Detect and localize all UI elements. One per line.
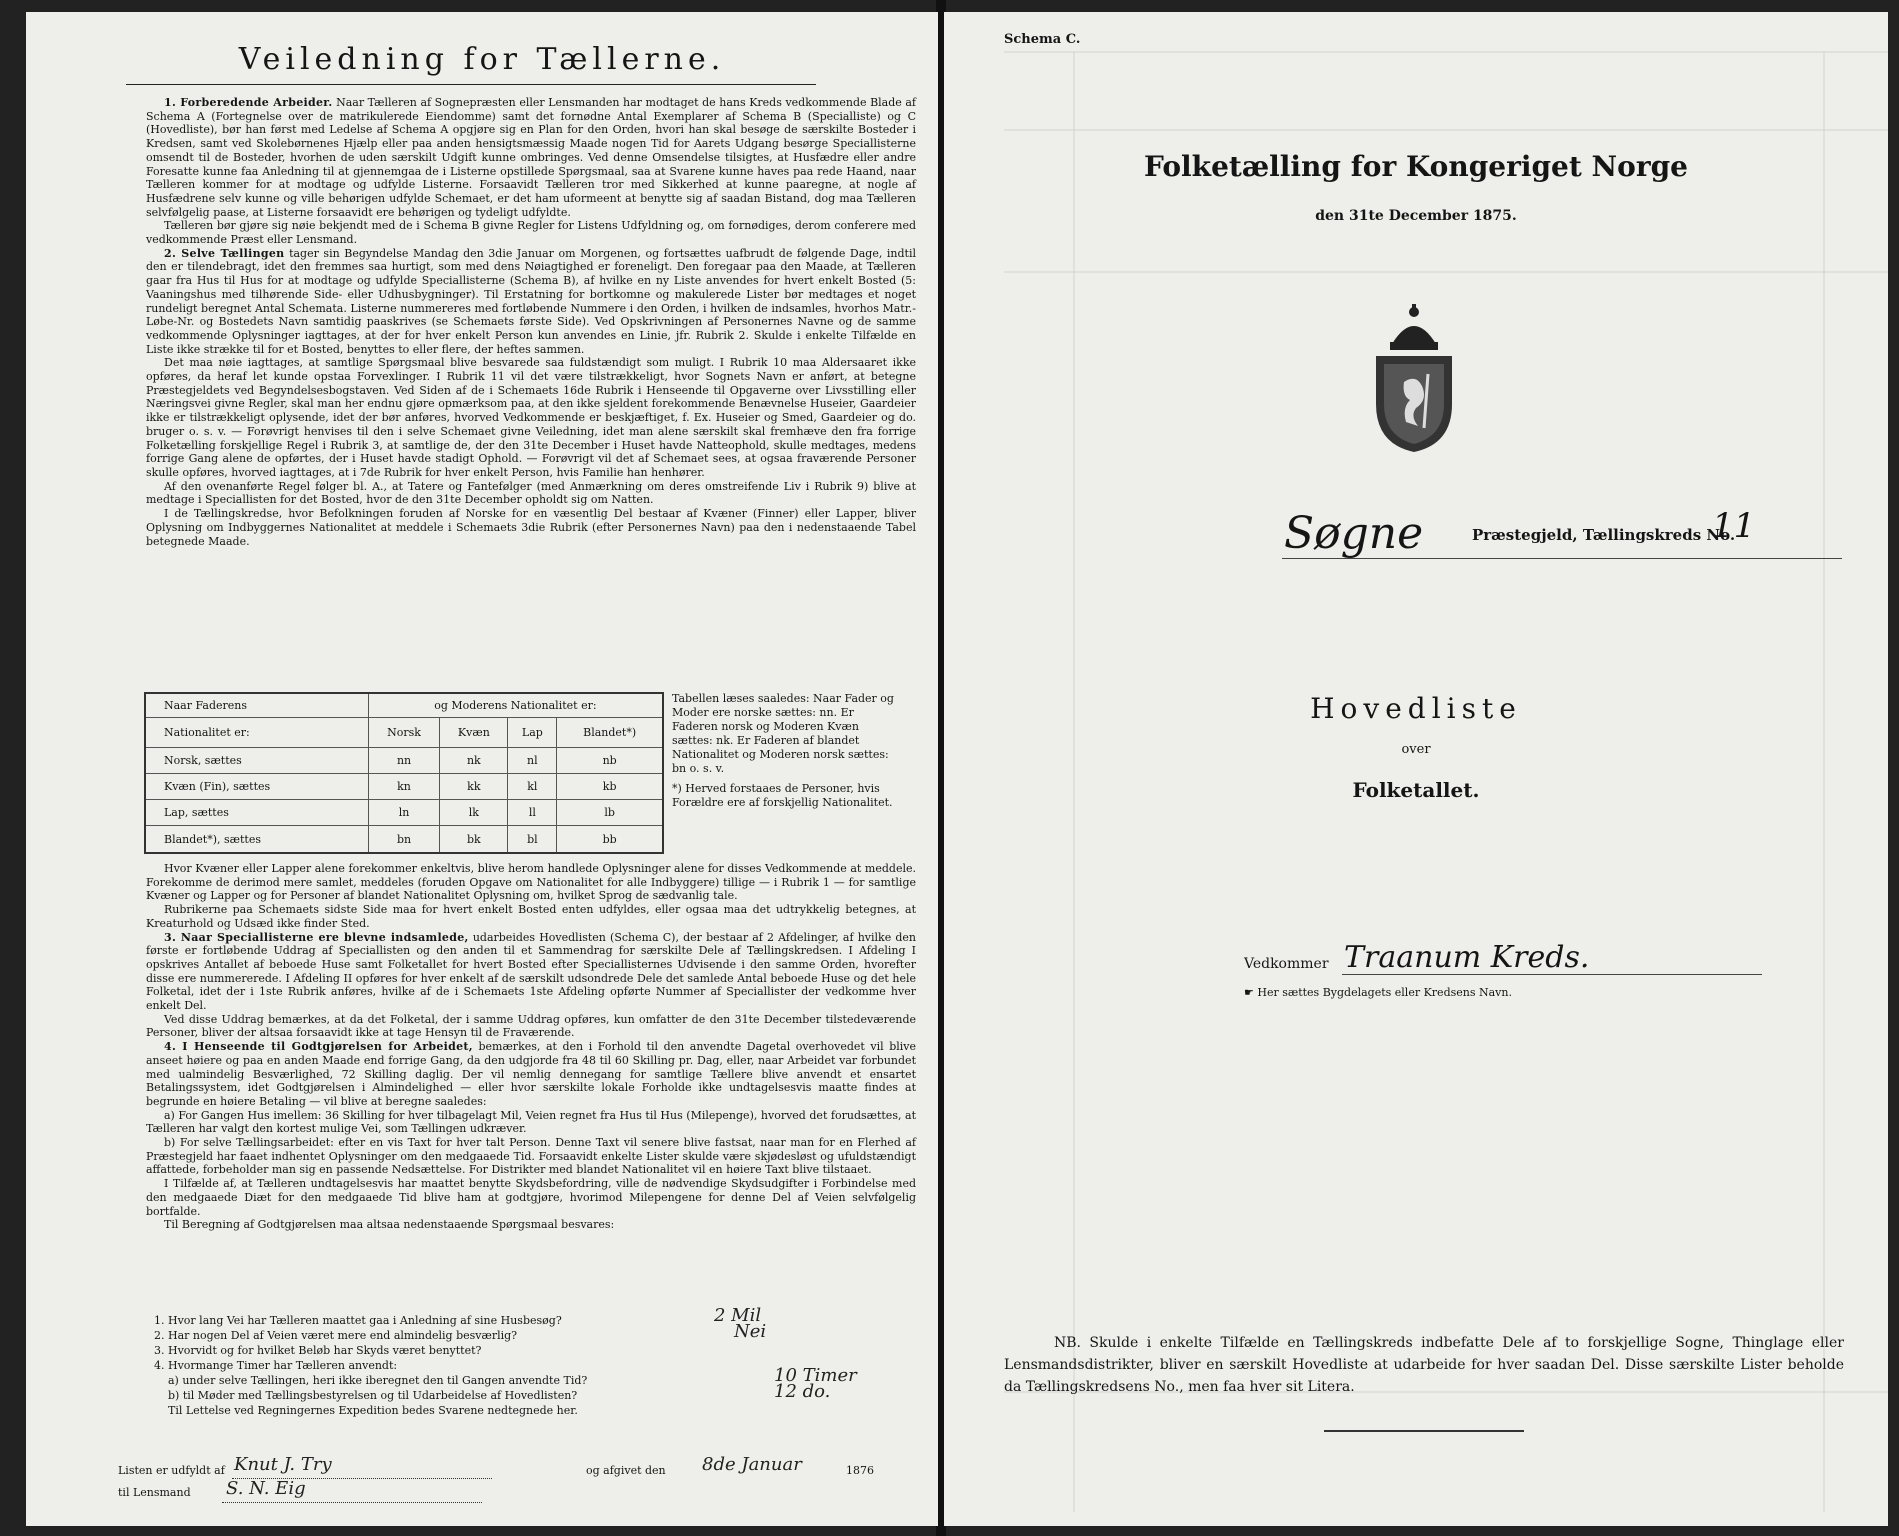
kreds-name-hint: ☛ Her sættes Bygdelagets eller Kredsens Navn.: [1244, 986, 1512, 999]
question-row: [154, 1321, 914, 1344]
row-label: Norsk, sættes: [145, 747, 368, 773]
table-cell: kk: [440, 773, 508, 799]
question-row: [154, 1305, 914, 1329]
question-text: 2. Har nogen Del af Veien været mere end almindelig besværlig?: [154, 1329, 518, 1342]
vedkommer-label: Vedkommer: [1244, 956, 1329, 972]
section-text: Naar Tælleren af Sognepræsten eller Lensmanden har modtaget de hans Kreds vedkommende Blade af Schema A (Fortegnelse over de matrikulerede Eiendomme) samt det fornødne Antal Exemplarer af Schema B (Specialliste) og C (Hovedliste), bør han først med Ledelse af Schema A opgjøre sig en Plan for den Orden, hvori han skal besøge de særskilte Bosteder i Kredsen, samt ved Skolebørnenes Hjælp eller paa anden hensigtsmæssig Maade nogen Tid for Aarets Udgang besørge Speciallisterne omsendt til de Bosteder, hvorhen de uden særskilt Udgift kunne ombringes. Ved denne Omsendelse tilsigtes, at Husfædre eller andre Foresatte kunne faa Anledning til at gjennemgaa de i Listerne opstillede Spørgsmaal, saa at Svarene kunne haves paa rede Haand, naar Tælleren kommer for at modtage og udfylde Listerne. Forsaavidt Tælleren tror med Sikkerhed at kunne paaregne, at nogle af Husfædrene selv kunne og ville behørigen udfylde Schemaet, er det ham uformeent at benytte sig af saadan Bistand, dog maa Tælleren selvfølgelig paase, at Listerne forsaavidt ere behørigen og tydeligt udfyldte.: [146, 96, 916, 219]
table-row: [145, 800, 663, 826]
handwritten-answer: 2 Mil: [714, 1305, 762, 1326]
section-text: bemærkes, at den i Forhold til den anvendte Dagetal overhovedet vil blive anseet høiere og paa en anden Maade end forrige Gang, da den udgjorde fra 48 til 60 Skilling pr. Dag, eller, naar Arbeidet var forbundet med ualmindelig Besværlighed, 72 Skilling daglig. Der vil nemlig dennegang for samtlige Tællere blive anvendt et ensartet Betalingssystem, idet Godtgjørelsen i Almindelighed — eller hvor særskilte lokale Forholde ikke undtagelsesvis maatte findes at begrunde en høiere Betaling — vil blive at beregne saaledes:: [146, 1040, 916, 1108]
table-header: og Moderens Nationalitet er:: [368, 693, 663, 717]
section-text: Hvor Kvæner eller Lapper alene forekommer enkeltvis, blive herom handlede Oplysninger alene for disses Vedkommende at meddele. Forekomme de derimod mere samlet, meddeles (foruden Opgave om Nationalitet for alle Indbyggere) tillige — i Rubrik 1 — for samtlige Kvæner og Lapper og for Personer af blandet Nationalitet Oplysning om, hvilket Sprog de sædvanlig tale.: [146, 862, 916, 903]
til-value: S. N. Eig: [226, 1478, 306, 1499]
table-col-header: Lap: [508, 717, 557, 747]
afgivet-label: og afgivet den: [586, 1464, 666, 1477]
left-page: [26, 12, 938, 1526]
handwritten-answer: Nei: [734, 1321, 767, 1342]
vedkommer-value: Traanum Kreds.: [1344, 940, 1590, 975]
row-label: Kvæn (Fin), sættes: [145, 773, 368, 799]
kreds-number: 11: [1712, 506, 1756, 546]
table-row: [145, 747, 663, 773]
nationality-table: [144, 692, 664, 854]
table-row: [145, 826, 663, 853]
section-heading: 4. I Henseende til Godtgjørelsen for Arbeidet,: [164, 1040, 473, 1054]
section-text: Af den ovenanførte Regel følger bl. A., at Tatere og Fantefølger (med Anmærkning om deres omstreifende Liv i Rubrik 9) blive at medtage i Speciallisten for det Bosted, hvor de den 31te December opholdt sig om Natten.: [146, 479, 916, 507]
table-row: [145, 773, 663, 799]
table-cell: bn: [368, 826, 440, 853]
dotted-line: [1342, 974, 1762, 975]
census-title: Folketælling for Kongeriget Norge: [1144, 150, 1688, 183]
over-label: over: [1401, 742, 1431, 757]
table-footnote: *) Herved forstaaes de Personer, hvis Forældre ere af forskjellig Nationalitet.: [672, 782, 893, 809]
handwritten-answer: 12 do.: [774, 1381, 831, 1402]
table-cell: bb: [557, 826, 663, 853]
section-text: tager sin Begyndelse Mandag den 3die Januar om Morgenen, og fortsættes uafbrudt de følgende Dage, indtil den er tilendebragt, idet den fremmes saa hurtigt, som med dens Nøiagtighed er foreneligt. Den foregaar paa den Maade, at Tælleren gaar fra Hus til Hus for at modtage og udfylde Speciallisterne (Schema B), af hvilke en ny Liste anvendes for hvert enkelt Bosted (5: Vaaningshus med tilhørende Side- eller Udhusbygninger). Til Erstatning for bortkomne og makulerede Lister bør medtages et noget rundeligt beregnet Antal Schemata. Listerne nummereres med fortløbende Nummere i den Orden, i hvilken de indsamles, hvorhos Matr.-Løbe-Nr. og Bostedets Navn samtidig paaskrives (se Schemaets første Side). Ved Opskrivningen af Personernes Navne og de samme vedkommende Oplysninger iagttages, at der for hver enkelt Person kun anvendes en Linie, jfr. Rubrik 2. Skulde i enkelte Tilfælde en Liste ikke strække til for et Bosted, benyttes to eller flere, der heftes sammen.: [146, 246, 916, 356]
section-heading: 1. Forberedende Arbeider.: [164, 96, 333, 109]
table-cell: ll: [508, 800, 557, 826]
year: 1876: [846, 1464, 874, 1477]
closing-text: Til Lettelse ved Regningernes Expedition bedes Svarene nedtegnede her.: [168, 1404, 578, 1417]
listen-value: Knut J. Try: [234, 1454, 332, 1475]
table-col-header: Kvæn: [440, 717, 508, 747]
census-date: den 31te December 1875.: [1315, 208, 1517, 224]
table-cell: nb: [557, 747, 663, 773]
question-text: a) under selve Tællingen, heri ikke iberegnet den til Gangen anvendte Tid?: [168, 1374, 588, 1387]
table-header: Naar Faderens: [145, 693, 368, 717]
schema-label: Schema C.: [1004, 32, 1081, 47]
til-label: til Lensmand: [118, 1486, 191, 1499]
question-text: 4. Hvormange Timer har Tælleren anvendt:: [154, 1359, 398, 1372]
table-cell: lb: [557, 800, 663, 826]
table-cell: lk: [440, 800, 508, 826]
table-cell: nn: [368, 747, 440, 773]
table-note: [672, 692, 900, 810]
question-row: [154, 1381, 914, 1404]
page-title: Veiledning for Tællerne.: [238, 42, 726, 77]
folketallet-label: Folketallet.: [1352, 778, 1480, 802]
section-text: udarbeides Hovedlisten (Schema C), der bestaar af 2 Afdelinger, af hvilke den første er fortløbende Uddrag af Speciallisten og den anden til et Sammendrag for særskilte Dele af Tællingskredsen. I Afdeling I opskrives Antallet af beboede Huse samt Folketallet for hvert Bosted efter Speciallisternes Udvisende i den samme Orden, hvorefter disse ere nummererede. I Afdeling II opføres for hver enkelt af de særskilt udsondrede Dele det samlede Antal beboede Huse og det hele Folketal, idet der i 1ste Rubrik anføres, hvilke af de i Schemaets 1ste Afdeling opførte Nummer af Speciallister der vedkomme hver enkelt Del.: [146, 930, 917, 1013]
section-text: I de Tællingskredse, hvor Befolkningen foruden af Norske for en væsentlig Del bestaar af Kvæner (Finner) eller Lapper, bliver Oplysning om Indbyggernes Nationalitet at meddele i Schemaets 3die Rubrik (efter Personernes Navn) paa den i nedenstaaende Tabel betegnede Maade.: [146, 507, 916, 548]
question-text: b) til Møder med Tællingsbestyrelsen og til Udarbeidelse af Hovedlisten?: [168, 1389, 578, 1402]
section-text: I Tilfælde af, at Tælleren undtagelsesvis har maattet benytte Skydsbefordring, ville de nødvendige Skydsudgifter i Forbindelse med den medgaaede Diæt for den medgaaede Tid blive ham at godtgjøre, hvorimod Milepengene for denne Del af Veien selvfølgelig bortfalde.: [146, 1177, 916, 1218]
section-text: a) For Gangen Hus imellem: 36 Skilling for hver tilbagelagt Mil, Veien regnet fra Hus til Hus (Milepenge), hvorved det forudsættes, at Tælleren har valgt den kortest mulige Vei, som Tællingen udkræver.: [146, 1108, 916, 1136]
section-text: Tælleren bør gjøre sig nøie bekjendt med de i Schema B givne Regler for Listens Udfyldning og, om fornødiges, derom conferere med vedkommende Præst eller Lensmand.: [146, 219, 916, 247]
closing-rule: [1324, 1430, 1524, 1432]
section-text: Det maa nøie iagttages, at samtlige Spørgsmaal blive besvarede saa fuldstændigt som muligt. I Rubrik 10 maa Aldersaaret ikke opføres, da heraf let kunde opstaa Forvexlinger. I Rubrik 11 vil det være tilstrækkeligt, hvor Sognets Navn er anført, at betegne Præstegjeldets ved Begyndelsesbogstaven. Ved Siden af de i Schemaets 16de Rubrik i Henseende til Opgaverne over Livsstilling eller Næringsvei givne Regler, skal man her endnu gjøre opmærksom paa, at den ikke sjeldent forekommende Benævnelse Huseier, Gaardeier ikke er tilstrækkeligt oplysende, idet der bør anføres, hvorved Vedkommende er beskjæftiget, f. Ex. Huseier og Smed, Gaardeier og do. bruger o. s. v. — Forøvrigt henvises til den i selve Schemaet givne Veiledning, idet man alene særskilt skal fremhæve den fra forrige Folketælling forskjellige Regel i Rubrik 3, at samtlige de, der den 31te December i Huset havde Natteophold, skulle medtages, medens forrige Gang alene de opførtes, der i Huset havde stadigt Ophold. — Forøvrigt vil det af Schemaet sees, at ogsaa fraværende Personer skulle opføres, hvorved iagttages, at i 7de Rubrik for hver enkelt Person, hvis Familie han henhører.: [146, 356, 916, 479]
table-col-header: Norsk: [368, 717, 440, 747]
section-heading: 2. Selve Tællingen: [164, 246, 285, 260]
table-cell: kl: [508, 773, 557, 799]
title-rule: [126, 84, 816, 85]
section-text: Ved disse Uddrag bemærkes, at da det Folketal, der i samme Uddrag opføres, kun omfatter de den 31te December tilstedeværende Personer, bliver der altsaa forsaavidt ikke at tage Hensyn til de Fraværende.: [146, 1012, 916, 1040]
right-page: [944, 12, 1888, 1526]
table-cell: kn: [368, 773, 440, 799]
section-text: b) For selve Tællingsarbeidet: efter en vis Taxt for hver talt Person. Denne Taxt vil senere blive fastsat, naar man for en Flerhed af Præstegjeld har faaet indhentet Oplysninger om den medgaaede Tid. Forsaavidt enkelte Lister skulde være skjødesløst og ufuldstændigt affattede, forbeholder man sig en passende Nedsættelse. For Distrikter med blandet Nationalitet vil en høiere Taxt blive tilstaaet.: [146, 1136, 916, 1177]
prestegjeld-label: Præstegjeld, Tællingskreds No.: [1472, 526, 1736, 544]
question-text: 3. Hvorvidt og for hvilket Beløb har Skyds været benyttet?: [154, 1344, 482, 1357]
row-label: Lap, sættes: [145, 800, 368, 826]
row-label: Blandet*), sættes: [145, 826, 368, 853]
instructions-block-2: [146, 862, 916, 1232]
prestegjeld-value: Søgne: [1284, 508, 1424, 559]
nb-note: [1004, 1332, 1844, 1398]
table-cell: kb: [557, 773, 663, 799]
table-cell: nl: [508, 747, 557, 773]
table-cell: ln: [368, 800, 440, 826]
question-text: 1. Hvor lang Vei har Tælleren maattet gaa i Anledning af sine Husbesøg?: [154, 1314, 562, 1327]
instructions-block-1: [146, 96, 916, 548]
table-note-text: Tabellen læses saaledes: Naar Fader og Moder ere norske sættes: nn. Er Faderen norsk og Moderen Kvæn sættes: nk. Er Faderen af blandet Nationalitet og Moderen norsk sættes: bn o. s. v.: [672, 692, 894, 775]
table-col-header: Blandet*): [557, 717, 663, 747]
section-text: Til Beregning af Godtgjørelsen maa altsaa nedenstaaende Spørgsmaal besvares:: [164, 1218, 615, 1232]
hovedliste-title: Hovedliste: [1310, 692, 1522, 725]
table-cell: nk: [440, 747, 508, 773]
dotted-line: [1282, 558, 1842, 559]
afgivet-value: 8de Januar: [702, 1454, 802, 1475]
listen-label: Listen er udfyldt af: [118, 1464, 225, 1477]
section-heading: 3. Naar Speciallisterne ere blevne indsamlede,: [164, 930, 469, 944]
bleed-through-lines: [944, 12, 1888, 1526]
section-text: Rubrikerne paa Schemaets sidste Side maa for hvert enkelt Bosted enten udfyldes, eller ogsaa maa det udtrykkelig betegnes, at Kreaturhold og Udsæd ikke finder Sted.: [146, 903, 916, 930]
table-cell: bk: [440, 826, 508, 853]
table-cell: bl: [508, 826, 557, 853]
table-header: Nationalitet er:: [145, 717, 368, 747]
questions-list: [154, 1305, 914, 1419]
question-row: [154, 1344, 914, 1359]
handwritten-answer: 10 Timer: [774, 1365, 857, 1386]
signature-line: [222, 1502, 482, 1503]
nb-text: NB. Skulde i enkelte Tilfælde en Tællingskreds indbefatte Dele af to forskjellige Sogne, Thinglage eller Lensmandsdistrikter, bliver en særskilt Hovedliste at udarbeide for hver saadan Del. Disse særskilte Lister beholde da Tællingskredsens No., men faa hver sit Litera.: [1004, 1335, 1844, 1395]
coat-of-arms-icon: [1366, 304, 1462, 454]
